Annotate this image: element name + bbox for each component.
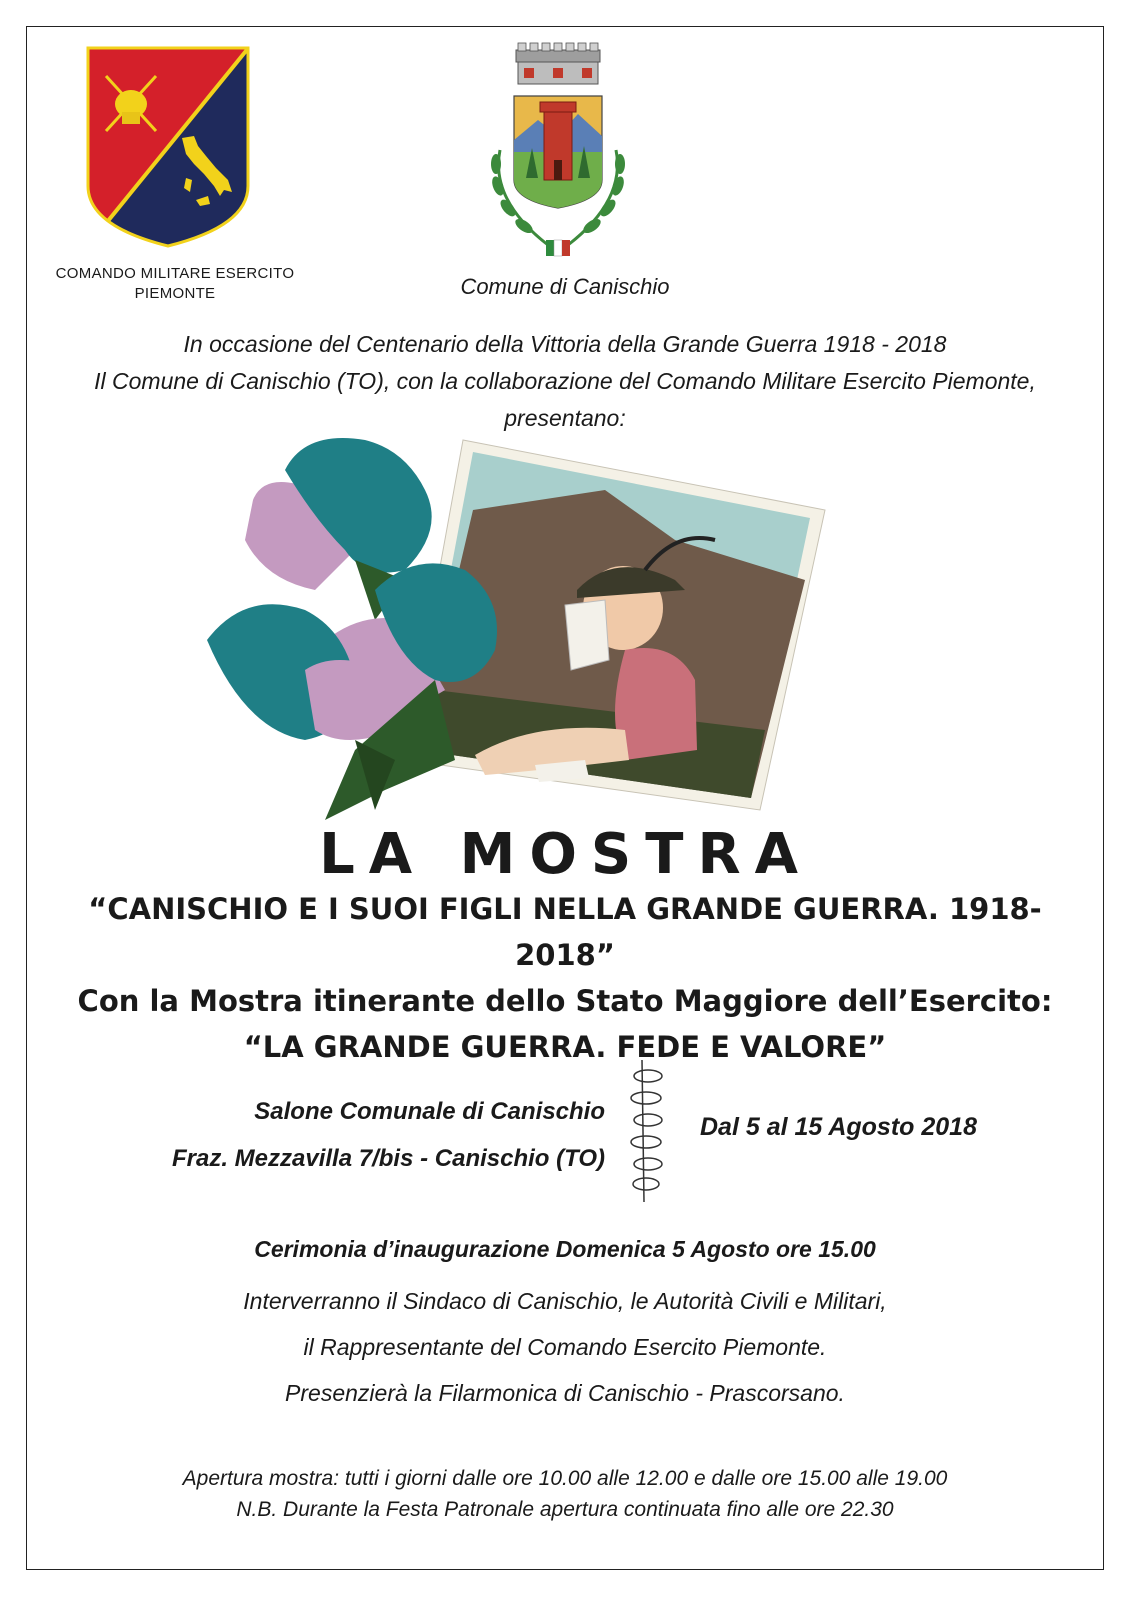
exhibition-illustration <box>205 430 835 830</box>
army-caption <box>40 264 310 304</box>
ceremony-details <box>60 1278 1070 1416</box>
tricolor-ribbon-icon <box>546 240 570 256</box>
intro-line3: presentano: <box>504 405 626 431</box>
exhibition-subtitle <box>40 886 1090 1070</box>
intro-text <box>60 326 1070 437</box>
ceremony-headline: Cerimonia d’inaugurazione Domenica 5 Agosto ore 15.00 <box>254 1236 876 1262</box>
ceremony-line2: il Rappresentante del Comando Esercito Piemonte. <box>303 1334 827 1360</box>
crown-icon <box>516 43 600 84</box>
exhibition-title: LA MOSTRA <box>319 822 812 887</box>
subtitle-line2: Con la Mostra itinerante dello Stato Maggiore dell’Esercito: <box>77 984 1053 1018</box>
subtitle-line1: “CANISCHIO E I SUOI FIGLI NELLA GRANDE GUERRA. 1918-2018” <box>88 892 1042 972</box>
venue-line2: Fraz. Mezzavilla 7/bis - Canischio (TO) <box>172 1145 605 1172</box>
army-caption-line2: PIEMONTE <box>134 285 216 302</box>
barbed-wire-divider-icon <box>622 1058 668 1204</box>
comune-coat-of-arms-logo <box>478 40 638 265</box>
ceremony-line3: Presenzierà la Filarmonica di Canischio - Prascorsano. <box>285 1380 845 1406</box>
tower-icon <box>540 102 576 180</box>
hours-line1: Apertura mostra: tutti i giorni dalle ore 10.00 alle 12.00 e dalle ore 15.00 alle 19.00 <box>182 1467 948 1490</box>
venue-block <box>120 1088 605 1182</box>
comune-caption: Comune di Canischio <box>460 274 670 299</box>
venue-line1: Salone Comunale di Canischio <box>254 1098 605 1125</box>
intro-line1: In occasione del Centenario della Vittoria della Grande Guerra 1918 - 2018 <box>183 331 947 357</box>
hours-line2: N.B. Durante la Festa Patronale apertura continuata fino alle ore 22.30 <box>236 1498 894 1521</box>
subtitle-line3: “LA GRANDE GUERRA. FEDE E VALORE” <box>243 1030 887 1064</box>
intro-line2: Il Comune di Canischio (TO), con la collaborazione del Comando Militare Esercito Piemonte, <box>94 368 1036 394</box>
opening-hours <box>60 1463 1070 1525</box>
army-caption-line1: COMANDO MILITARE ESERCITO <box>55 265 295 282</box>
exhibition-dates: Dal 5 al 15 Agosto 2018 <box>700 1113 977 1141</box>
ceremony-line1: Interverranno il Sindaco di Canischio, le Autorità Civili e Militari, <box>243 1288 887 1314</box>
army-shield-logo <box>86 46 250 248</box>
